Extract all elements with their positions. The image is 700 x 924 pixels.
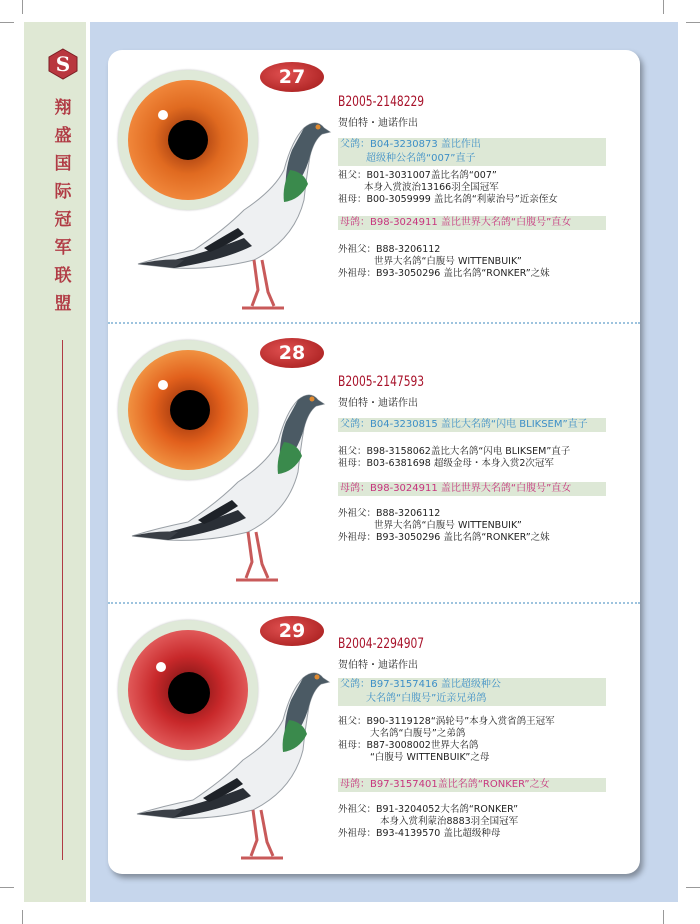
sire-line: 父鸽：B04-3230815 盖比大名鸽“闪电 BLIKSEM”直子	[340, 419, 588, 430]
title-char: 冠	[54, 210, 72, 230]
sire-bar	[338, 678, 606, 706]
title-char: 盟	[54, 294, 72, 314]
sidebar-title	[48, 94, 78, 318]
sire-bar	[338, 418, 606, 432]
pigeon-photo	[128, 382, 328, 592]
grandsire-line: 祖父：B90-3119128“涡轮号”本身入赏省鸽王冠军	[338, 716, 555, 727]
maternal-grandsire-line: 本身入赏利蒙治8883羽全国冠军	[380, 816, 519, 827]
grandsire-line: 祖父：B98-3158062盖比大名鸽“闪电 BLIKSEM”直子	[338, 446, 571, 457]
title-char: 际	[54, 182, 72, 202]
title-char: 联	[54, 266, 72, 286]
breeder-credit: 贺伯特・迪诺作出	[338, 398, 418, 409]
maternal-grandsire-line: 外祖父：B91-3204052大名鸽“RONKER”	[338, 804, 519, 815]
ring-number: B2005-2147593	[338, 374, 425, 390]
maternal-grandsire-line: 外祖父：B88-3206112	[338, 508, 441, 519]
maternal-granddam-line: 外祖母：B93-4139570 盖比超级种母	[338, 828, 501, 839]
maternal-grandsire-line: 外祖父：B88-3206112	[338, 244, 441, 255]
ring-number: B2005-2148229	[338, 94, 425, 110]
breeder-credit: 贺伯特・迪诺作出	[338, 660, 418, 671]
sire-line: 父鸽：B04-3230873 盖比作出	[340, 139, 481, 150]
dam-bar	[338, 778, 606, 792]
entry-number-badge: 29	[260, 616, 324, 646]
pigeon-photo	[134, 110, 334, 320]
maternal-granddam-line: 外祖母：B93-3050296 盖比名鸽“RONKER”之妹	[338, 268, 550, 279]
granddam-line: “白腹号 WITTENBUIK”之母	[370, 752, 490, 763]
entry-number-badge: 27	[260, 62, 324, 92]
dam-bar	[338, 216, 606, 230]
sire-line: 大名鸽“白腹号”近亲兄弟鸽	[366, 693, 487, 704]
granddam-line: 祖母：B00-3059999 盖比名鸽“利蒙治号”近亲侄女	[338, 194, 558, 205]
section-divider	[108, 602, 640, 604]
granddam-line: 祖母：B03-6381698 超级金母・本身入赏2次冠军	[338, 458, 554, 469]
dam-line: 母鸽：B98-3024911 盖比世界大名鸽“白腹号”直女	[340, 483, 572, 494]
maternal-granddam-line: 外祖母：B93-3050296 盖比名鸽“RONKER”之妹	[338, 532, 550, 543]
pigeon-entry	[108, 334, 640, 596]
crop-mark	[663, 910, 678, 924]
crop-mark	[22, 910, 37, 924]
dam-bar	[338, 482, 606, 496]
logo-icon	[47, 48, 79, 80]
title-char: 军	[54, 238, 72, 258]
title-char: 翔	[54, 98, 72, 118]
crop-mark	[686, 887, 700, 902]
grandsire-line: 祖父：B01-3031007盖比名鸽“007”	[338, 170, 497, 181]
title-char: 国	[54, 154, 72, 174]
pigeon-photo	[128, 660, 338, 870]
sire-line: 超级种公名鸽“007”直子	[366, 153, 476, 164]
breeder-credit: 贺伯特・迪诺作出	[338, 118, 418, 129]
entry-number-badge: 28	[260, 338, 324, 368]
crop-mark	[0, 887, 14, 902]
title-char: 盛	[54, 126, 72, 146]
crop-mark	[686, 22, 700, 37]
logo-letter: S	[55, 52, 71, 76]
grandsire-line: 大名鸽“白腹号”之弟鸽	[370, 728, 466, 739]
sire-bar	[338, 138, 606, 166]
pigeon-entry	[108, 58, 640, 320]
maternal-grandsire-line: 世界大名鸽“白腹号 WITTENBUIK”	[374, 256, 522, 267]
crop-mark	[0, 22, 14, 37]
ring-number: B2004-2294907	[338, 636, 425, 652]
grandsire-line: 本身入赏波治13166羽全国冠军	[364, 182, 499, 193]
sire-line: 父鸽：B97-3157416 盖比超级种公	[340, 679, 501, 690]
maternal-grandsire-line: 世界大名鸽“白腹号 WITTENBUIK”	[374, 520, 522, 531]
section-divider	[108, 322, 640, 324]
crop-mark	[22, 0, 37, 14]
sidebar-divider-line	[62, 340, 63, 860]
crop-mark	[663, 0, 678, 14]
pigeon-entry	[108, 612, 640, 874]
dam-line: 母鸽：B98-3024911 盖比世界大名鸽“白腹号”直女	[340, 217, 572, 228]
dam-line: 母鸽：B97-3157401盖比名鸽“RONKER”之女	[340, 779, 550, 790]
granddam-line: 祖母：B87-3008002世界大名鸽	[338, 740, 479, 751]
